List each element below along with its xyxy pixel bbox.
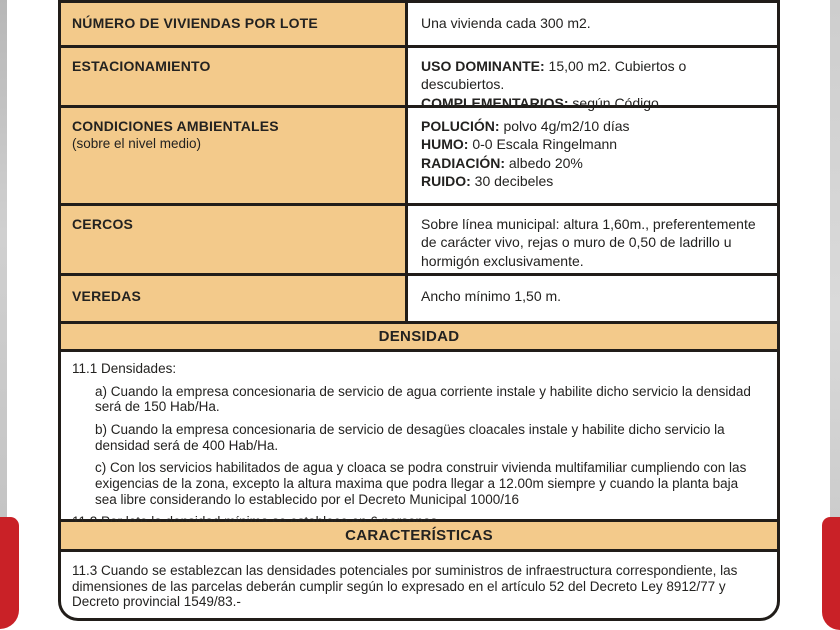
- value-lead: RUIDO:: [421, 173, 471, 190]
- value-lead: USO DOMINANTE:: [421, 58, 545, 74]
- value-line: [421, 287, 765, 305]
- value-line: [421, 135, 765, 153]
- value-line: [421, 154, 765, 172]
- row-veredas: [61, 276, 777, 324]
- section-title: DENSIDAD: [378, 328, 460, 345]
- row-label: CERCOS: [72, 216, 134, 232]
- label-cell: [61, 3, 408, 45]
- label-cell: [61, 48, 408, 105]
- clause-11-3: 11.3 Cuando se establezcan las densidades potenciales por suministros de infraestructura correspondiente, las dimensiones de las parcelas deberán cumplir según lo expresado en el artículo 52 del Decreto Ley 8912/77 y Decreto provincial 1549/83.-: [72, 563, 738, 610]
- caracteristicas-section-body: [61, 552, 777, 618]
- clause-11-1-b: b) Cuando la empresa concesionaria de servicio de desagües cloacales instale y habilite dicho servicio la densidad será de 400 Hab/Ha.: [95, 421, 725, 453]
- row-condiciones-ambientales: [61, 108, 777, 206]
- caracteristicas-section-header: [61, 522, 777, 552]
- row-label: NÚMERO DE VIVIENDAS POR LOTE: [72, 15, 318, 31]
- value-lead: COMPLEMENTARIOS:: [421, 94, 569, 111]
- value-lead: RADIACIÓN:: [421, 154, 505, 171]
- value-line: [421, 57, 765, 94]
- value-lead: HUMO:: [421, 136, 469, 153]
- value-line: [421, 215, 765, 270]
- row-estacionamiento: [61, 48, 777, 111]
- value-text: 15,00 m2. Cubiertos o descubiertos.: [421, 58, 687, 93]
- row-cercos: [61, 206, 777, 276]
- value-cell: [408, 276, 777, 321]
- label-cell: [61, 108, 408, 203]
- clause-11-1-c: c) Con los servicios habilitados de agua y cloaca se podra construir vivienda multifamiliar cumpliendo con las exigencias de la zona, excepto la altura maxima que podra llegar a 12.00m siempre y cuando la planta baja sea libre considerando lo establecido por el Decreto Municipal 1000/16: [95, 460, 747, 507]
- clause-11-1-a: a) Cuando la empresa concesionaria de servicio de agua corriente instale y habilite dicho servicio la densidad será de 150 Hab/Ha.: [95, 383, 751, 415]
- densidad-section-body: [61, 352, 777, 522]
- right-edge-gray-strip: [830, 0, 840, 519]
- value-text: albedo 20%: [505, 154, 583, 171]
- value-line: [421, 172, 765, 190]
- label-cell: [61, 206, 408, 273]
- value-cell: [408, 108, 777, 203]
- value-text: según Código.: [568, 94, 663, 111]
- value-text: Ancho mínimo 1,50 m.: [421, 288, 562, 304]
- value-lead: POLUCIÓN:: [421, 118, 500, 134]
- row-label: CONDICIONES AMBIENTALES: [72, 118, 279, 134]
- right-edge-red-bar: [822, 517, 840, 630]
- row-sublabel: (sobre el nivel medio): [72, 136, 202, 151]
- value-cell: [408, 48, 777, 111]
- left-edge-gray-strip: [0, 0, 7, 519]
- left-edge-red-bar: [0, 517, 19, 629]
- value-text: Sobre línea municipal: altura 1,60m., preferentemente de carácter vivo, rejas o muro de 0,50 de ladrillo u hormigón exclusivamente.: [421, 216, 756, 269]
- value-text: 0-0 Escala Ringelmann: [468, 136, 618, 153]
- section-title: CARACTERÍSTICAS: [345, 527, 493, 544]
- label-cell: [61, 276, 408, 321]
- clause-11-1: 11.1 Densidades:: [72, 361, 177, 376]
- value-line: [421, 14, 765, 32]
- row-numero-viviendas: [61, 3, 777, 48]
- value-text: 30 decibeles: [470, 173, 554, 190]
- row-label: ESTACIONAMIENTO: [72, 58, 211, 74]
- value-line: [421, 117, 765, 135]
- value-cell: [408, 3, 777, 45]
- zoning-spec-sheet: [58, 0, 780, 621]
- densidad-section-header: [61, 324, 777, 352]
- value-cell: [408, 206, 777, 273]
- row-label: VEREDAS: [72, 288, 142, 304]
- value-text: Una vivienda cada 300 m2.: [421, 15, 591, 31]
- value-text: polvo 4g/m2/10 días: [499, 118, 630, 134]
